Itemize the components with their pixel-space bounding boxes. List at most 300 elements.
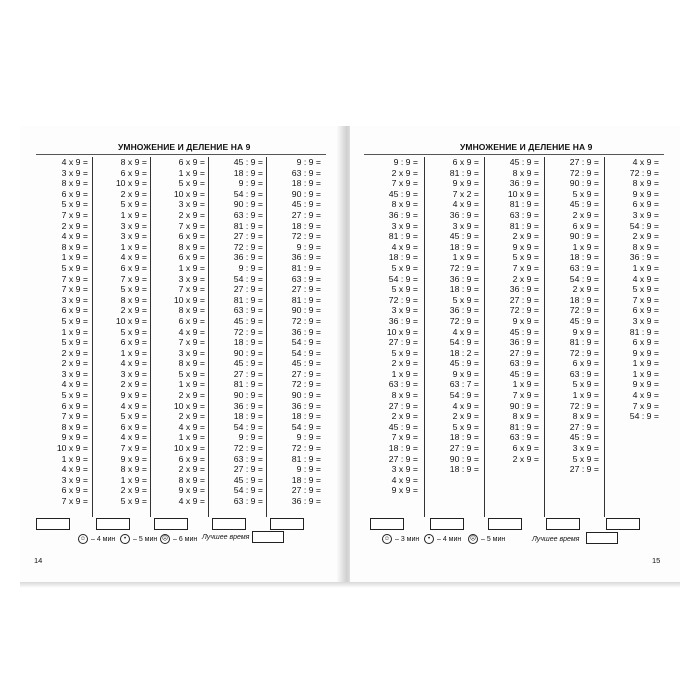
exercise-row: 36 : 9 = [509, 178, 539, 189]
exercise-row: 54 : 9 = [291, 347, 321, 358]
exercise-row: 7 x 9 = [61, 411, 88, 422]
exercise-row: 36 : 9 = [449, 209, 479, 220]
exercise-row: 1 x 9 = [572, 241, 599, 252]
exercise-row: 36 : 9 = [291, 252, 321, 263]
exercise-row: 90 : 9 = [449, 453, 479, 464]
exercise-row: 4 x 9 = [632, 390, 659, 401]
exercise-row: 6 x 9 = [452, 157, 479, 167]
exercise-row: 7 x 9 = [178, 284, 205, 295]
exercise-row: 81 : 9 = [233, 294, 263, 305]
exercise-row: 27 : 9 = [291, 368, 321, 379]
exercise-row: 81 : 9 = [509, 220, 539, 231]
exercise-row: 6 x 9 = [572, 220, 599, 231]
exercise-row: 8 x 9 = [120, 464, 147, 475]
exercise-row: 54 : 9 = [291, 421, 321, 432]
exercise-row: 3 x 9 = [61, 167, 88, 178]
exercise-row: 72 : 9 = [449, 315, 479, 326]
exercise-row: 1 x 9 = [120, 474, 147, 485]
exercise-row: 36 : 9 = [233, 400, 263, 411]
exercise-row: 4 x 9 = [452, 199, 479, 210]
exercise-row: 54 : 9 = [291, 337, 321, 348]
exercise-row: 7 x 9 = [632, 294, 659, 305]
exercise-row: 81 : 9 = [509, 421, 539, 432]
answer-box[interactable] [96, 518, 130, 530]
exercise-row: 72 : 9 = [291, 443, 321, 454]
exercise-row: 8 x 9 = [178, 358, 205, 369]
exercise-row: 90 : 9 = [291, 188, 321, 199]
exercise-row: 45 : 9 = [509, 157, 539, 167]
exercise-row: 2 x 9 = [512, 231, 539, 242]
exercise-row: 18 : 9 = [291, 178, 321, 189]
exercise-row: 63 : 9 = [388, 379, 418, 390]
exercise-row: 9 : 9 = [238, 262, 263, 273]
exercise-row: 2 x 9 = [178, 411, 205, 422]
exercise-row: 7 x 9 = [61, 284, 88, 295]
exercise-row: 3 x 9 = [391, 305, 418, 316]
exercise-row: 9 : 9 = [296, 464, 321, 475]
exercise-row: 6 x 9 = [512, 443, 539, 454]
left-page-title: УМНОЖЕНИЕ И ДЕЛЕНИЕ НА 9 [118, 142, 251, 152]
exercise-row: 45 : 9 = [569, 432, 599, 443]
exercise-row: 36 : 9 = [449, 273, 479, 284]
exercise-row: 27 : 9 = [233, 464, 263, 475]
exercise-row: 72 : 9 = [291, 379, 321, 390]
exercise-row: 54 : 9 = [233, 273, 263, 284]
exercise-row: 1 x 9 = [178, 432, 205, 443]
exercise-row: 27 : 9 = [291, 209, 321, 220]
exercise-row: 72 : 9 = [569, 305, 599, 316]
exercise-row: 7 x 2 = [452, 188, 479, 199]
exercise-row: 27 : 9 = [569, 157, 599, 167]
exercise-row: 3 x 9 = [120, 231, 147, 242]
exercise-row: 7 x 9 = [512, 262, 539, 273]
exercise-row: 3 x 9 = [572, 443, 599, 454]
exercise-row: 54 : 9 = [569, 273, 599, 284]
exercise-row: 9 : 9 = [296, 432, 321, 443]
exercise-row: 1 x 9 = [61, 326, 88, 337]
exercise-row: 3 x 9 = [178, 199, 205, 210]
exercise-row: 5 x 9 = [120, 411, 147, 422]
exercise-row: 8 x 9 = [120, 294, 147, 305]
exercise-row: 5 x 9 = [512, 252, 539, 263]
exercise-row: 54 : 9 = [233, 188, 263, 199]
exercise-row: 81 : 9 = [449, 167, 479, 178]
exercise-row: 1 x 9 = [632, 368, 659, 379]
exercise-row: 18 : 9 = [233, 167, 263, 178]
exercise-row: 5 x 9 = [120, 199, 147, 210]
page-number: 14 [34, 556, 43, 565]
exercise-column [604, 157, 661, 517]
exercise-row: 1 x 9 = [452, 252, 479, 263]
time-legend-item [382, 534, 419, 544]
exercise-row: 6 x 9 = [572, 358, 599, 369]
exercise-row: 4 x 9 = [120, 432, 147, 443]
exercise-row: 2 x 9 = [632, 231, 659, 242]
exercise-row: 5 x 9 = [120, 284, 147, 295]
exercise-row: 6 x 9 = [632, 337, 659, 348]
exercise-row: 6 x 9 = [178, 315, 205, 326]
exercise-column [544, 157, 601, 517]
exercise-row: 6 x 9 = [632, 199, 659, 210]
exercise-row: 72 : 9 = [569, 400, 599, 411]
exercise-row: 4 x 9 = [120, 252, 147, 263]
exercise-row: 54 : 9 = [388, 273, 418, 284]
exercise-row: 2 x 9 = [391, 167, 418, 178]
left-page [20, 126, 340, 582]
exercise-row: 36 : 9 = [509, 337, 539, 348]
exercise-row: 63 : 9 = [233, 453, 263, 464]
exercise-row: 8 x 9 = [61, 178, 88, 189]
exercise-row: 18 : 9 = [569, 294, 599, 305]
exercise-row: 5 x 9 = [120, 326, 147, 337]
time-legend-item [78, 534, 115, 544]
exercise-column [208, 157, 265, 517]
exercise-row: 45 : 9 = [509, 368, 539, 379]
exercise-row: 4 x 9 = [61, 157, 88, 167]
exercise-row: 6 x 9 = [61, 305, 88, 316]
answer-box[interactable] [430, 518, 464, 530]
exercise-row: 81 : 9 = [233, 220, 263, 231]
exercise-row: 63 : 9 = [291, 273, 321, 284]
exercise-row: 45 : 9 = [291, 199, 321, 210]
exercise-row: 27 : 9 = [569, 421, 599, 432]
exercise-row: 5 x 9 = [632, 284, 659, 295]
time-legend-text: – 6 мин [173, 535, 198, 543]
exercise-row: 36 : 9 = [388, 315, 418, 326]
exercise-row: 7 x 9 = [61, 273, 88, 284]
exercise-row: 8 x 9 = [632, 178, 659, 189]
time-legend-item [120, 534, 157, 544]
exercise-row: 4 x 9 = [61, 464, 88, 475]
exercise-row: 72 : 9 = [233, 241, 263, 252]
exercise-row: 90 : 9 = [509, 400, 539, 411]
exercise-row: 54 : 9 = [233, 421, 263, 432]
exercise-row: 4 x 9 = [452, 326, 479, 337]
exercise-column [34, 157, 90, 517]
exercise-row: 2 x 9 = [391, 358, 418, 369]
answer-box[interactable] [154, 518, 188, 530]
exercise-row: 9 x 9 = [120, 453, 147, 464]
exercise-row: 63 : 9 = [509, 358, 539, 369]
exercise-row: 2 x 9 = [120, 305, 147, 316]
exercise-row: 9 x 9 = [452, 178, 479, 189]
best-time-box[interactable] [252, 531, 284, 543]
exercise-row: 6 x 9 = [120, 167, 147, 178]
exercise-row: 9 x 9 = [632, 379, 659, 390]
exercise-row: 72 : 9 = [629, 167, 659, 178]
exercise-row: 3 x 9 = [391, 464, 418, 475]
exercise-row: 2 x 9 = [452, 411, 479, 422]
exercise-row: 81 : 9 = [291, 453, 321, 464]
exercise-row: 9 : 9 = [238, 432, 263, 443]
exercise-row: 54 : 9 = [449, 390, 479, 401]
exercise-row: 2 x 9 = [178, 209, 205, 220]
exercise-row: 3 x 9 = [632, 209, 659, 220]
exercise-row: 6 x 9 = [178, 231, 205, 242]
exercise-row: 54 : 9 = [629, 411, 659, 422]
exercise-row: 5 x 9 = [572, 453, 599, 464]
exercise-row: 45 : 9 = [569, 315, 599, 326]
exercise-column [150, 157, 207, 517]
exercise-row: 81 : 9 = [569, 337, 599, 348]
exercise-row: 7 x 9 = [178, 337, 205, 348]
exercise-row: 81 : 9 = [291, 294, 321, 305]
exercise-row: 63 : 9 = [569, 368, 599, 379]
answer-box[interactable] [370, 518, 404, 530]
exercise-row: 10 x 9 = [56, 443, 88, 454]
exercise-row: 27 : 9 = [388, 337, 418, 348]
exercise-row: 90 : 9 = [291, 305, 321, 316]
exercise-row: 18 : 9 = [449, 241, 479, 252]
exercise-row: 3 x 9 = [120, 368, 147, 379]
exercise-row: 10 x 9 = [173, 443, 205, 454]
title-rule [36, 154, 326, 155]
exercise-row: 1 x 9 = [632, 262, 659, 273]
exercise-row: 6 x 9 = [120, 421, 147, 432]
book-shadow [20, 582, 680, 588]
answer-box[interactable] [212, 518, 246, 530]
exercise-row: 8 x 9 = [178, 241, 205, 252]
exercise-row: 1 x 9 = [178, 262, 205, 273]
answer-box[interactable] [546, 518, 580, 530]
exercise-row: 8 x 9 = [391, 199, 418, 210]
exercise-row: 10 x 9 = [173, 400, 205, 411]
exercise-row: 63 : 9 = [233, 305, 263, 316]
exercise-row: 1 x 9 = [178, 379, 205, 390]
exercise-row: 54 : 9 = [449, 337, 479, 348]
exercise-row: 3 x 9 = [120, 220, 147, 231]
exercise-row: 36 : 9 = [233, 252, 263, 263]
exercise-row: 2 x 9 = [178, 390, 205, 401]
exercise-row: 7 x 9 = [632, 400, 659, 411]
title-rule [364, 154, 664, 155]
exercise-row: 2 x 9 = [512, 273, 539, 284]
exercise-row: 4 x 9 = [391, 241, 418, 252]
exercise-row: 27 : 9 = [233, 231, 263, 242]
exercise-row: 6 x 9 = [632, 305, 659, 316]
neutral-face-icon: • [424, 534, 434, 544]
exercise-row: 2 x 9 = [120, 188, 147, 199]
best-time-box[interactable] [586, 532, 618, 544]
exercise-row: 4 x 9 = [178, 326, 205, 337]
exercise-row: 1 x 9 = [120, 241, 147, 252]
answer-box[interactable] [488, 518, 522, 530]
exercise-row: 2 x 9 = [120, 379, 147, 390]
right-page-title: УМНОЖЕНИЕ И ДЕЛЕНИЕ НА 9 [460, 142, 593, 152]
exercise-row: 18 : 9 = [291, 220, 321, 231]
exercise-row: 45 : 9 = [449, 231, 479, 242]
exercise-row: 5 x 9 = [61, 390, 88, 401]
exercise-row: 27 : 9 = [291, 284, 321, 295]
exercise-row: 8 x 9 = [512, 167, 539, 178]
neutral-face-icon: • [120, 534, 130, 544]
exercise-row: 72 : 9 = [569, 167, 599, 178]
exercise-row: 8 x 9 = [178, 474, 205, 485]
exercise-row: 4 x 9 = [120, 358, 147, 369]
time-legend-item [424, 534, 461, 544]
exercise-row: 27 : 9 = [449, 443, 479, 454]
exercise-row: 81 : 9 = [629, 326, 659, 337]
exercise-row: 2 x 9 = [120, 485, 147, 496]
exercise-row: 10 x 9 = [115, 315, 147, 326]
exercise-row: 6 x 9 = [178, 453, 205, 464]
exercise-row: 36 : 9 = [509, 284, 539, 295]
time-legend-text: – 4 мин [437, 535, 462, 543]
exercise-row: 90 : 9 = [291, 390, 321, 401]
exercise-row: 72 : 9 = [509, 305, 539, 316]
exercise-row: 10 x 9 = [507, 188, 539, 199]
exercise-row: 3 x 9 = [391, 220, 418, 231]
exercise-row: 45 : 9 = [291, 358, 321, 369]
exercise-row: 45 : 9 = [509, 326, 539, 337]
exercise-row: 90 : 9 = [569, 231, 599, 242]
exercise-row: 72 : 9 = [569, 347, 599, 358]
exercise-row: 5 x 9 = [391, 262, 418, 273]
exercise-row: 36 : 9 = [291, 326, 321, 337]
sad-face-icon: ☹ [161, 536, 169, 542]
exercise-row: 45 : 9 = [569, 199, 599, 210]
time-legend-item [160, 534, 197, 544]
exercise-row: 1 x 9 = [572, 390, 599, 401]
exercise-row: 7 x 9 = [512, 390, 539, 401]
exercise-row: 8 x 9 = [572, 411, 599, 422]
exercise-row: 27 : 9 = [509, 294, 539, 305]
exercise-row: 3 x 9 = [61, 294, 88, 305]
exercise-row: 72 : 9 = [291, 315, 321, 326]
exercise-row: 7 x 9 = [61, 209, 88, 220]
exercise-row: 2 x 9 = [391, 411, 418, 422]
exercise-row: 4 x 9 = [632, 157, 659, 167]
exercise-row: 8 x 9 = [512, 411, 539, 422]
exercise-row: 5 x 9 = [572, 379, 599, 390]
exercise-row: 4 x 9 = [178, 496, 205, 506]
exercise-row: 9 : 9 = [296, 157, 321, 167]
exercise-row: 9 x 9 = [61, 432, 88, 443]
exercise-row: 7 x 9 = [391, 178, 418, 189]
exercise-row: 9 x 9 = [512, 315, 539, 326]
exercise-row: 9 x 9 = [512, 241, 539, 252]
sad-face-icon: ☹ [469, 536, 477, 542]
exercise-row: 8 x 9 = [61, 421, 88, 432]
exercise-row: 5 x 9 = [178, 368, 205, 379]
exercise-row: 27 : 9 = [509, 347, 539, 358]
exercise-row: 63 : 7 = [449, 379, 479, 390]
exercise-row: 6 x 9 = [178, 157, 205, 167]
exercise-row: 2 x 9 = [61, 358, 88, 369]
answer-box[interactable] [270, 518, 304, 530]
exercise-row: 9 x 9 = [391, 485, 418, 496]
exercise-row: 1 x 9 = [178, 167, 205, 178]
exercise-row: 4 x 9 = [452, 400, 479, 411]
smile-icon: ☺ [383, 536, 391, 542]
exercise-column [484, 157, 541, 517]
right-page [350, 126, 680, 582]
exercise-column [424, 157, 481, 517]
exercise-row: 1 x 9 = [61, 252, 88, 263]
exercise-row: 3 x 9 = [452, 220, 479, 231]
exercise-row: 45 : 9 = [388, 421, 418, 432]
exercise-row: 45 : 9 = [233, 315, 263, 326]
exercise-row: 18 : 9 = [449, 284, 479, 295]
answer-box[interactable] [606, 518, 640, 530]
exercise-row: 18 : 9 = [569, 252, 599, 263]
best-time-label: Лучшее время [532, 536, 580, 543]
exercise-row: 6 x 9 = [120, 262, 147, 273]
exercise-row: 90 : 9 = [569, 178, 599, 189]
exercise-row: 9 x 9 = [120, 390, 147, 401]
exercise-row: 72 : 9 = [291, 231, 321, 242]
exercise-row: 4 x 9 = [61, 231, 88, 242]
exercise-row: 18 : 2 = [449, 347, 479, 358]
exercise-column [266, 157, 323, 517]
exercise-row: 2 x 9 = [178, 464, 205, 475]
exercise-row: 3 x 9 = [178, 273, 205, 284]
exercise-row: 7 x 9 = [391, 432, 418, 443]
exercise-row: 90 : 9 = [233, 390, 263, 401]
exercise-row: 27 : 9 = [233, 368, 263, 379]
exercise-row: 4 x 9 = [632, 273, 659, 284]
exercise-row: 2 x 9 = [572, 209, 599, 220]
exercise-row: 6 x 9 = [178, 252, 205, 263]
exercise-row: 63 : 9 = [509, 432, 539, 443]
exercise-row: 5 x 9 = [178, 178, 205, 189]
exercise-row: 18 : 9 = [449, 464, 479, 475]
exercise-row: 3 x 9 = [632, 315, 659, 326]
answer-box[interactable] [36, 518, 70, 530]
page-number: 15 [652, 556, 661, 565]
exercise-row: 72 : 9 = [449, 262, 479, 273]
exercise-row: 72 : 9 = [388, 294, 418, 305]
exercise-row: 2 x 9 = [61, 347, 88, 358]
exercise-row: 27 : 9 = [569, 464, 599, 475]
exercise-row: 9 x 9 = [572, 326, 599, 337]
exercise-row: 9 : 9 = [238, 178, 263, 189]
exercise-row: 10 x 9 = [386, 326, 418, 337]
time-legend-text: – 4 мин [91, 535, 116, 543]
exercise-row: 18 : 9 = [291, 411, 321, 422]
exercise-row: 1 x 9 = [120, 347, 147, 358]
exercise-row: 10 x 9 = [115, 178, 147, 189]
exercise-row: 5 x 9 = [61, 315, 88, 326]
exercise-row: 18 : 9 = [233, 337, 263, 348]
exercise-row: 63 : 9 = [233, 209, 263, 220]
exercise-row: 5 x 9 = [391, 284, 418, 295]
best-time-label: Лучшее время [202, 534, 250, 541]
exercise-row: 18 : 9 = [291, 474, 321, 485]
exercise-row: 10 x 9 = [173, 188, 205, 199]
exercise-row: 1 x 9 = [120, 209, 147, 220]
time-legend-item [468, 534, 505, 544]
exercise-row: 6 x 9 = [120, 337, 147, 348]
exercise-row: 81 : 9 = [233, 379, 263, 390]
exercise-row: 4 x 9 = [120, 400, 147, 411]
exercise-row: 18 : 9 = [388, 443, 418, 454]
exercise-row: 45 : 9 = [233, 474, 263, 485]
exercise-row: 8 x 9 = [61, 241, 88, 252]
exercise-row: 5 x 9 = [120, 496, 147, 506]
exercise-row: 7 x 9 = [120, 443, 147, 454]
exercise-row: 54 : 9 = [629, 220, 659, 231]
exercise-row: 8 x 9 = [391, 390, 418, 401]
exercise-row: 72 : 9 = [233, 326, 263, 337]
exercise-row: 36 : 9 = [291, 496, 321, 506]
time-legend-text: – 5 мин [481, 535, 506, 543]
exercise-row: 27 : 9 = [388, 400, 418, 411]
exercise-row: 90 : 9 = [233, 199, 263, 210]
exercise-row: 5 x 9 = [61, 262, 88, 273]
exercise-row: 3 x 9 = [61, 474, 88, 485]
exercise-row: 81 : 9 = [291, 262, 321, 273]
